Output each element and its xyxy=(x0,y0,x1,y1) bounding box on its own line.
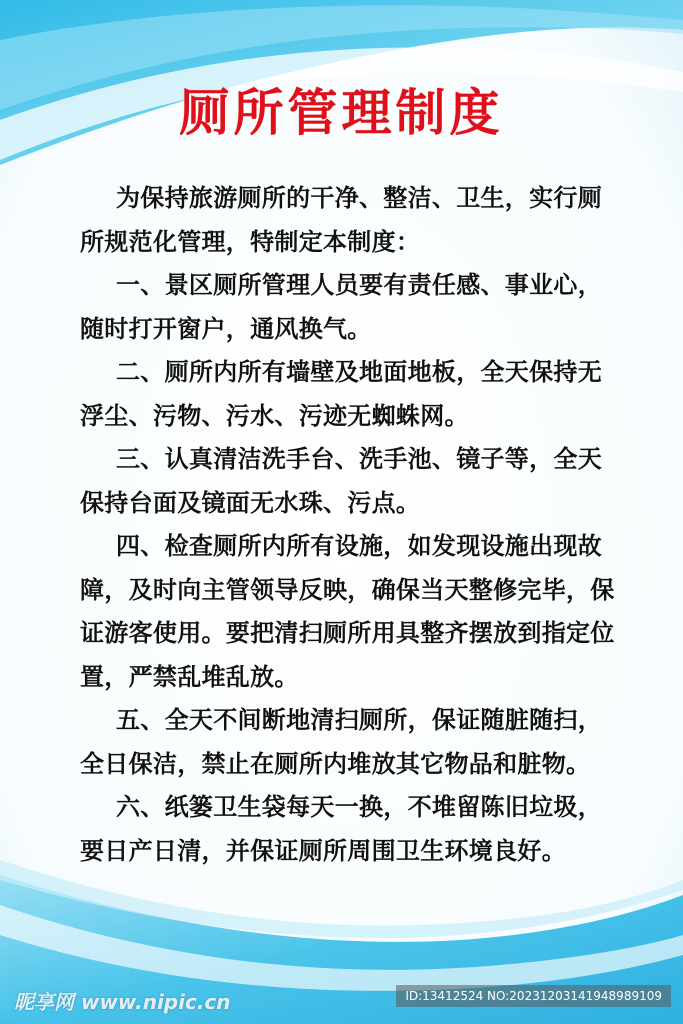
site-watermark: 昵享网 www.nipic.cn xyxy=(14,990,231,1014)
page-title: 厕所管理制度 xyxy=(179,84,504,142)
rule-paragraph-2: 二、厕所内所有墙壁及地面地板，全天保持无浮尘、污物、污水、污迹无蜘蛛网。 xyxy=(80,358,602,430)
rule-paragraph-3: 三、认真清洁洗手台、洗手池、镜子等，全天保持台面及镜面无水珠、污点。 xyxy=(80,445,602,517)
rule-paragraph-1: 一、景区厕所管理人员要有责任感、事业心，随时打开窗户，通风换气。 xyxy=(80,271,602,343)
rule-paragraph-6: 六、纸篓卫生袋每天一换，不堆留陈旧垃圾，要日产日清，并保证厕所周围卫生环境良好。 xyxy=(80,793,602,865)
intro-paragraph: 为保持旅游厕所的干净、整洁、卫生，实行厕所规范化管理，特制定本制度： xyxy=(80,184,602,256)
rule-paragraph-5: 五、全天不间断地清扫厕所，保证随脏随扫，全日保洁，禁止在厕所内堆放其它物品和脏物。 xyxy=(80,706,602,778)
rules-body xyxy=(80,177,620,873)
id-watermark: ID:13412524 NO:20231203141948989109 xyxy=(396,985,671,1007)
rule-paragraph-4: 四、检查厕所内所有设施，如发现设施出现故障，及时向主管领导反映，确保当天整修完毕，保证游客使用。要把清扫厕所用具整齐摆放到指定位置，严禁乱堆乱放。 xyxy=(80,532,615,691)
